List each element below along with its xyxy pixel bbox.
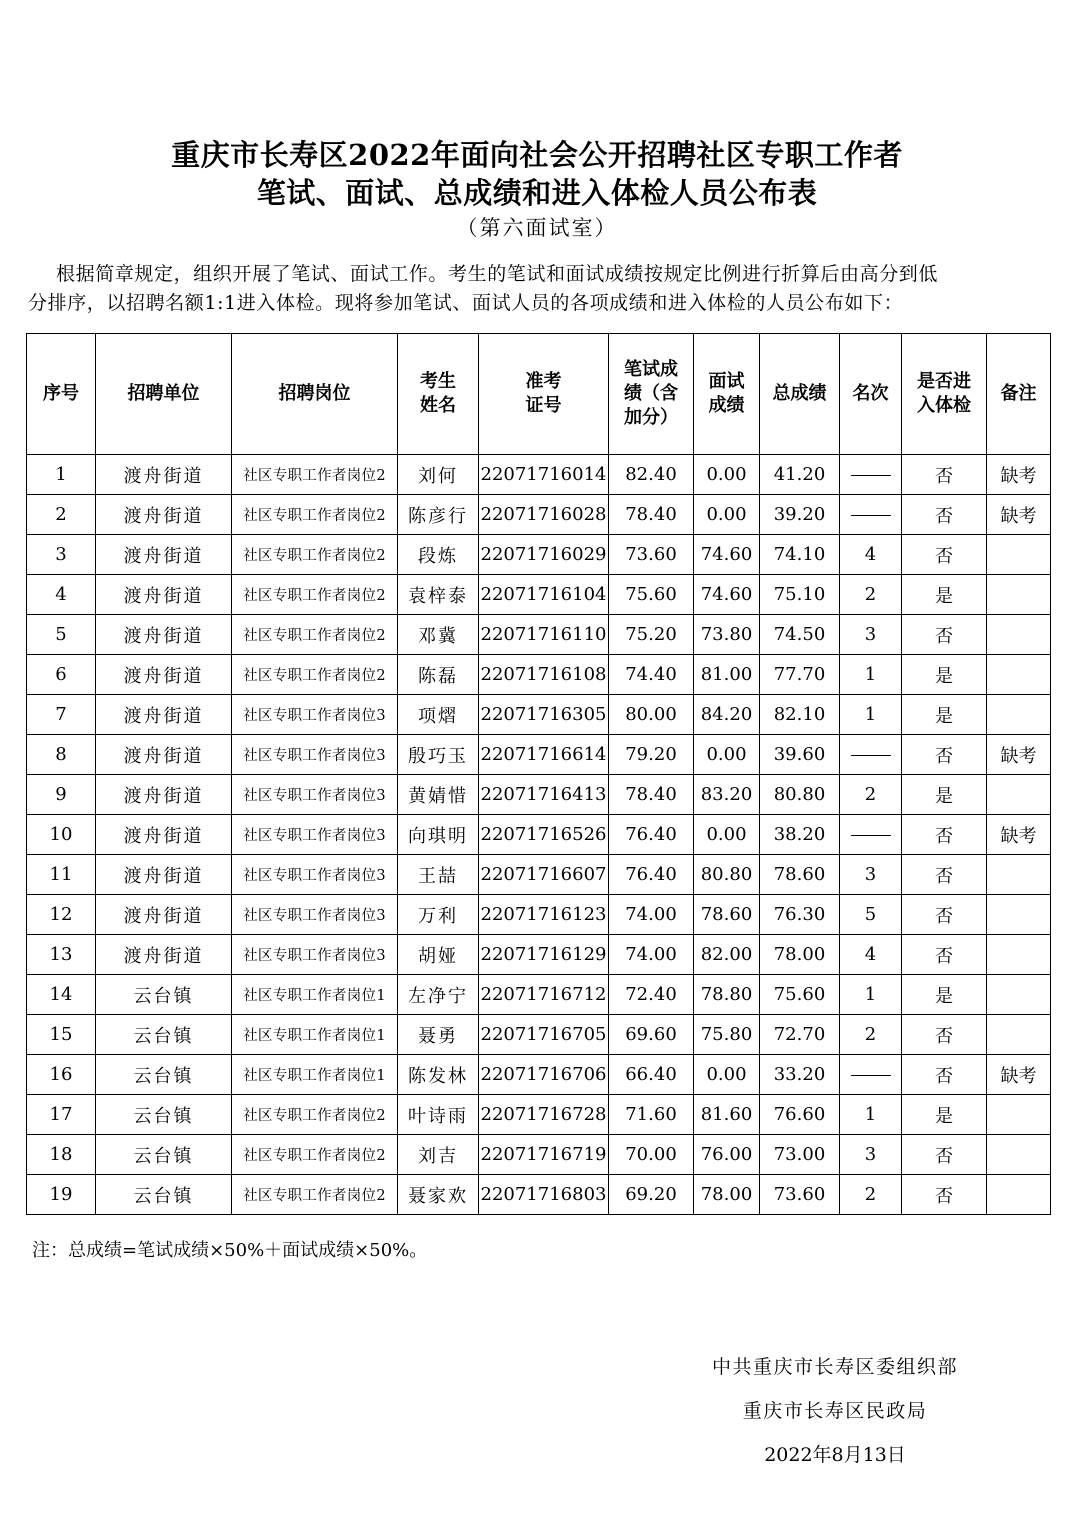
cell-exam: 否	[902, 1175, 987, 1215]
cell-interview: 80.80	[694, 855, 760, 895]
cell-name: 王喆	[398, 855, 479, 895]
cell-total: 74.10	[760, 535, 840, 575]
table-row	[27, 775, 1051, 815]
cell-seq: 6	[27, 655, 96, 695]
cell-interview: 0.00	[694, 815, 760, 855]
table-row	[27, 815, 1051, 855]
cell-interview: 75.80	[694, 1015, 760, 1055]
cell-seq: 13	[27, 935, 96, 975]
cell-interview: 81.60	[694, 1095, 760, 1135]
table-row	[27, 1175, 1051, 1215]
cell-post: 社区专职工作者岗位3	[232, 775, 398, 815]
cell-interview: 76.00	[694, 1135, 760, 1175]
cell-rank: 2	[840, 1175, 902, 1215]
cell-unit: 渡舟街道	[96, 535, 232, 575]
cell-total: 78.60	[760, 855, 840, 895]
cell-remark: 缺考	[987, 455, 1051, 495]
cell-remark	[987, 615, 1051, 655]
cell-remark	[987, 775, 1051, 815]
cell-name: 黄婧惜	[398, 775, 479, 815]
cell-total: 77.70	[760, 655, 840, 695]
header-unit: 招聘单位	[96, 334, 232, 455]
cell-remark: 缺考	[987, 1055, 1051, 1095]
cell-name: 叶诗雨	[398, 1095, 479, 1135]
cell-seq: 5	[27, 615, 96, 655]
cell-remark	[987, 935, 1051, 975]
cell-remark	[987, 895, 1051, 935]
cell-unit: 渡舟街道	[96, 855, 232, 895]
cell-written: 72.40	[609, 975, 694, 1015]
page-subtitle: （第六面试室）	[456, 216, 618, 240]
cell-written: 76.40	[609, 855, 694, 895]
cell-total: 75.60	[760, 975, 840, 1015]
cell-written: 73.60	[609, 535, 694, 575]
cell-exam: 否	[902, 895, 987, 935]
cell-exam: 否	[902, 735, 987, 775]
cell-unit: 云台镇	[96, 975, 232, 1015]
cell-ticket: 22071716029	[479, 535, 609, 575]
cell-interview: 74.60	[694, 575, 760, 615]
cell-rank: 2	[840, 1015, 902, 1055]
cell-written: 74.00	[609, 895, 694, 935]
cell-ticket: 22071716728	[479, 1095, 609, 1135]
header-interview: 面试成绩	[694, 334, 760, 455]
cell-exam: 是	[902, 575, 987, 615]
cell-written: 74.00	[609, 935, 694, 975]
cell-ticket: 22071716607	[479, 855, 609, 895]
cell-rank: 1	[840, 655, 902, 695]
cell-interview: 78.00	[694, 1175, 760, 1215]
cell-post: 社区专职工作者岗位2	[232, 655, 398, 695]
cell-exam: 是	[902, 655, 987, 695]
cell-name: 刘何	[398, 455, 479, 495]
cell-written: 69.20	[609, 1175, 694, 1215]
cell-exam: 否	[902, 495, 987, 535]
cell-written: 78.40	[609, 495, 694, 535]
cell-remark	[987, 975, 1051, 1015]
table-header-row	[27, 334, 1051, 455]
cell-exam: 否	[902, 855, 987, 895]
table-row	[27, 1135, 1051, 1175]
cell-unit: 渡舟街道	[96, 895, 232, 935]
cell-seq: 2	[27, 495, 96, 535]
cell-seq: 3	[27, 535, 96, 575]
cell-exam: 是	[902, 695, 987, 735]
table-row	[27, 695, 1051, 735]
dash-mark	[851, 835, 891, 836]
table-row	[27, 535, 1051, 575]
cell-rank	[840, 815, 902, 855]
cell-seq: 12	[27, 895, 96, 935]
cell-rank: 4	[840, 935, 902, 975]
cell-ticket: 22071716129	[479, 935, 609, 975]
cell-ticket: 22071716028	[479, 495, 609, 535]
cell-written: 80.00	[609, 695, 694, 735]
cell-ticket: 22071716526	[479, 815, 609, 855]
dash-mark	[851, 1075, 891, 1076]
cell-name: 陈发林	[398, 1055, 479, 1095]
cell-rank: 4	[840, 535, 902, 575]
cell-total: 38.20	[760, 815, 840, 855]
cell-exam: 否	[902, 535, 987, 575]
table-row	[27, 495, 1051, 535]
header-ticket: 准考证号	[479, 334, 609, 455]
intro-line-2: 分排序，以招聘名额1:1进入体检。现将参加笔试、面试人员的各项成绩和进入体检的人员公布如下：	[28, 292, 904, 314]
cell-written: 78.40	[609, 775, 694, 815]
cell-written: 71.60	[609, 1095, 694, 1135]
table-row	[27, 895, 1051, 935]
cell-post: 社区专职工作者岗位3	[232, 735, 398, 775]
cell-post: 社区专职工作者岗位3	[232, 695, 398, 735]
table-row	[27, 1015, 1051, 1055]
cell-name: 陈彦行	[398, 495, 479, 535]
cell-interview: 0.00	[694, 1055, 760, 1095]
cell-post: 社区专职工作者岗位2	[232, 575, 398, 615]
cell-seq: 14	[27, 975, 96, 1015]
cell-unit: 渡舟街道	[96, 815, 232, 855]
table-row	[27, 1055, 1051, 1095]
cell-name: 胡娅	[398, 935, 479, 975]
cell-total: 73.00	[760, 1135, 840, 1175]
cell-remark: 缺考	[987, 495, 1051, 535]
cell-remark	[987, 575, 1051, 615]
cell-rank: 3	[840, 855, 902, 895]
cell-exam: 否	[902, 1055, 987, 1095]
cell-seq: 8	[27, 735, 96, 775]
cell-post: 社区专职工作者岗位3	[232, 895, 398, 935]
cell-total: 80.80	[760, 775, 840, 815]
cell-post: 社区专职工作者岗位2	[232, 455, 398, 495]
cell-unit: 云台镇	[96, 1015, 232, 1055]
cell-seq: 4	[27, 575, 96, 615]
cell-rank	[840, 735, 902, 775]
table-row	[27, 455, 1051, 495]
cell-interview: 84.20	[694, 695, 760, 735]
cell-written: 74.40	[609, 655, 694, 695]
cell-total: 72.70	[760, 1015, 840, 1055]
page-title-line2: 笔试、面试、总成绩和进入体检人员公布表	[256, 176, 818, 210]
cell-post: 社区专职工作者岗位2	[232, 1175, 398, 1215]
cell-ticket: 22071716305	[479, 695, 609, 735]
header-remark: 备注	[987, 334, 1051, 455]
cell-interview: 74.60	[694, 535, 760, 575]
cell-rank: 2	[840, 775, 902, 815]
cell-rank: 1	[840, 1095, 902, 1135]
cell-exam: 否	[902, 1015, 987, 1055]
cell-unit: 渡舟街道	[96, 615, 232, 655]
cell-total: 75.10	[760, 575, 840, 615]
header-total: 总成绩	[760, 334, 840, 455]
cell-ticket: 22071716110	[479, 615, 609, 655]
cell-seq: 10	[27, 815, 96, 855]
cell-seq: 15	[27, 1015, 96, 1055]
cell-interview: 0.00	[694, 495, 760, 535]
cell-name: 陈磊	[398, 655, 479, 695]
cell-unit: 渡舟街道	[96, 735, 232, 775]
cell-unit: 渡舟街道	[96, 775, 232, 815]
cell-ticket: 22071716104	[479, 575, 609, 615]
cell-ticket: 22071716706	[479, 1055, 609, 1095]
cell-post: 社区专职工作者岗位3	[232, 855, 398, 895]
cell-interview: 0.00	[694, 735, 760, 775]
dash-mark	[851, 475, 891, 476]
signature-date: 2022年8月13日	[764, 1444, 906, 1466]
formula-note: 注：总成绩=笔试成绩×50%＋面试成绩×50%。	[32, 1240, 428, 1261]
cell-rank	[840, 455, 902, 495]
cell-seq: 11	[27, 855, 96, 895]
cell-written: 70.00	[609, 1135, 694, 1175]
cell-seq: 7	[27, 695, 96, 735]
cell-remark: 缺考	[987, 815, 1051, 855]
cell-unit: 云台镇	[96, 1175, 232, 1215]
cell-interview: 81.00	[694, 655, 760, 695]
cell-seq: 1	[27, 455, 96, 495]
cell-exam: 否	[902, 1135, 987, 1175]
header-post: 招聘岗位	[232, 334, 398, 455]
cell-name: 聂勇	[398, 1015, 479, 1055]
cell-unit: 渡舟街道	[96, 455, 232, 495]
table-row	[27, 975, 1051, 1015]
cell-seq: 9	[27, 775, 96, 815]
cell-seq: 18	[27, 1135, 96, 1175]
cell-unit: 渡舟街道	[96, 695, 232, 735]
cell-name: 向琪明	[398, 815, 479, 855]
cell-rank: 2	[840, 575, 902, 615]
cell-written: 69.60	[609, 1015, 694, 1055]
signature-org-1: 中共重庆市长寿区委组织部	[711, 1356, 958, 1378]
cell-total: 33.20	[760, 1055, 840, 1095]
cell-rank	[840, 1055, 902, 1095]
cell-name: 万利	[398, 895, 479, 935]
cell-rank	[840, 495, 902, 535]
cell-written: 76.40	[609, 815, 694, 855]
cell-post: 社区专职工作者岗位3	[232, 815, 398, 855]
cell-exam: 是	[902, 1095, 987, 1135]
cell-total: 76.30	[760, 895, 840, 935]
cell-written: 82.40	[609, 455, 694, 495]
cell-name: 刘吉	[398, 1135, 479, 1175]
header-name: 考生姓名	[398, 334, 479, 455]
cell-post: 社区专职工作者岗位2	[232, 495, 398, 535]
cell-interview: 83.20	[694, 775, 760, 815]
cell-exam: 否	[902, 455, 987, 495]
table-row	[27, 615, 1051, 655]
intro-line-1: 根据简章规定，组织开展了笔试、面试工作。考生的笔试和面试成绩按规定比例进行折算后由高分到低	[56, 263, 939, 285]
cell-total: 39.60	[760, 735, 840, 775]
cell-interview: 82.00	[694, 935, 760, 975]
cell-name: 殷巧玉	[398, 735, 479, 775]
cell-interview: 73.80	[694, 615, 760, 655]
dash-mark	[851, 515, 891, 516]
cell-post: 社区专职工作者岗位1	[232, 1055, 398, 1095]
cell-exam: 是	[902, 975, 987, 1015]
cell-name: 段炼	[398, 535, 479, 575]
cell-remark	[987, 1015, 1051, 1055]
cell-ticket: 22071716123	[479, 895, 609, 935]
cell-unit: 渡舟街道	[96, 495, 232, 535]
cell-rank: 3	[840, 615, 902, 655]
cell-seq: 16	[27, 1055, 96, 1095]
cell-remark	[987, 535, 1051, 575]
cell-name: 项熠	[398, 695, 479, 735]
cell-remark	[987, 695, 1051, 735]
results-table	[26, 333, 1051, 1215]
cell-name: 邓冀	[398, 615, 479, 655]
cell-unit: 云台镇	[96, 1055, 232, 1095]
cell-interview: 0.00	[694, 455, 760, 495]
cell-written: 75.60	[609, 575, 694, 615]
cell-ticket: 22071716803	[479, 1175, 609, 1215]
cell-total: 73.60	[760, 1175, 840, 1215]
cell-interview: 78.80	[694, 975, 760, 1015]
header-written: 笔试成绩（含加分）	[609, 334, 694, 455]
cell-post: 社区专职工作者岗位1	[232, 1015, 398, 1055]
cell-rank: 1	[840, 975, 902, 1015]
cell-remark	[987, 1135, 1051, 1175]
cell-rank: 1	[840, 695, 902, 735]
table-row	[27, 735, 1051, 775]
header-rank: 名次	[840, 334, 902, 455]
cell-ticket: 22071716014	[479, 455, 609, 495]
cell-remark	[987, 655, 1051, 695]
table-row	[27, 1095, 1051, 1135]
cell-ticket: 22071716614	[479, 735, 609, 775]
cell-post: 社区专职工作者岗位3	[232, 935, 398, 975]
cell-ticket: 22071716108	[479, 655, 609, 695]
table-row	[27, 655, 1051, 695]
cell-remark: 缺考	[987, 735, 1051, 775]
cell-ticket: 22071716705	[479, 1015, 609, 1055]
cell-exam: 否	[902, 935, 987, 975]
signature-org-2: 重庆市长寿区民政局	[742, 1400, 928, 1422]
table-row	[27, 935, 1051, 975]
cell-rank: 5	[840, 895, 902, 935]
cell-written: 79.20	[609, 735, 694, 775]
cell-unit: 云台镇	[96, 1135, 232, 1175]
cell-ticket: 22071716413	[479, 775, 609, 815]
cell-remark	[987, 1175, 1051, 1215]
intro-paragraph	[28, 260, 1052, 318]
cell-total: 82.10	[760, 695, 840, 735]
cell-unit: 渡舟街道	[96, 935, 232, 975]
cell-written: 66.40	[609, 1055, 694, 1095]
cell-exam: 是	[902, 775, 987, 815]
cell-interview: 78.60	[694, 895, 760, 935]
cell-total: 78.00	[760, 935, 840, 975]
cell-seq: 19	[27, 1175, 96, 1215]
page-title: 重庆市长寿区2022年面向社会公开招聘社区专职工作者	[171, 138, 903, 172]
cell-ticket: 22071716712	[479, 975, 609, 1015]
cell-ticket: 22071716719	[479, 1135, 609, 1175]
cell-name: 袁梓泰	[398, 575, 479, 615]
cell-remark	[987, 855, 1051, 895]
header-exam: 是否进入体检	[902, 334, 987, 455]
cell-post: 社区专职工作者岗位2	[232, 1135, 398, 1175]
cell-unit: 渡舟街道	[96, 655, 232, 695]
header-seq: 序号	[27, 334, 96, 455]
cell-name: 左净宁	[398, 975, 479, 1015]
cell-exam: 否	[902, 615, 987, 655]
cell-written: 75.20	[609, 615, 694, 655]
cell-total: 76.60	[760, 1095, 840, 1135]
cell-name: 聂家欢	[398, 1175, 479, 1215]
cell-rank: 3	[840, 1135, 902, 1175]
cell-post: 社区专职工作者岗位2	[232, 535, 398, 575]
cell-remark	[987, 1095, 1051, 1135]
cell-seq: 17	[27, 1095, 96, 1135]
table-row	[27, 855, 1051, 895]
cell-post: 社区专职工作者岗位1	[232, 975, 398, 1015]
cell-post: 社区专职工作者岗位2	[232, 1095, 398, 1135]
cell-unit: 云台镇	[96, 1095, 232, 1135]
cell-total: 41.20	[760, 455, 840, 495]
cell-total: 39.20	[760, 495, 840, 535]
cell-post: 社区专职工作者岗位2	[232, 615, 398, 655]
dash-mark	[851, 755, 891, 756]
cell-total: 74.50	[760, 615, 840, 655]
cell-unit: 渡舟街道	[96, 575, 232, 615]
table-row	[27, 575, 1051, 615]
cell-exam: 否	[902, 815, 987, 855]
